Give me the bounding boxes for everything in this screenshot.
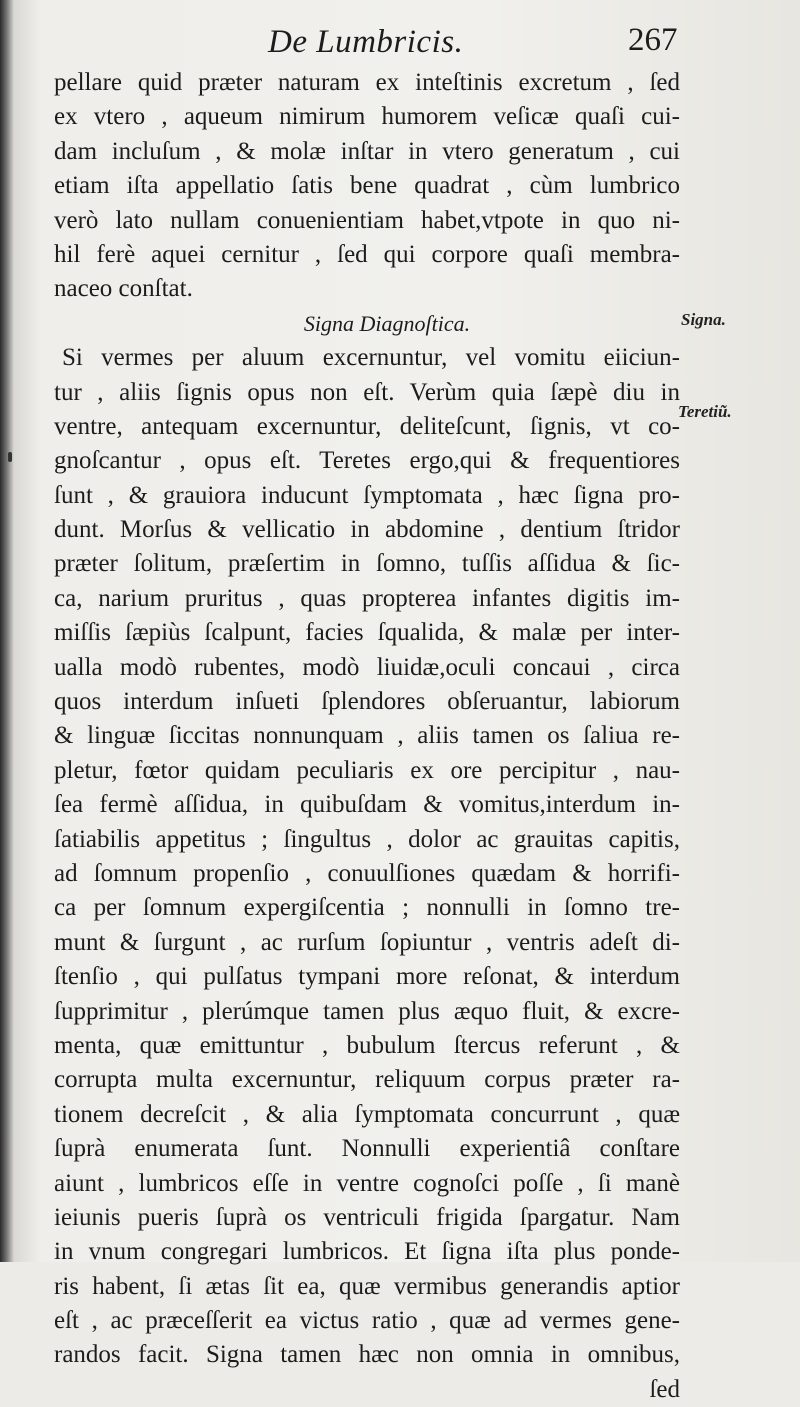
- text-line: ualla modò rubentes, modò liuidæ,oculi concaui , circa: [54, 653, 680, 681]
- text-line: in vnum congregari lumbricos. Et ſigna iſta plus ponde-: [54, 1238, 680, 1266]
- text-line: aiunt , lumbricos eſſe in ventre cognoſci poſſe , ſi manè: [54, 1169, 680, 1197]
- text-line: Si vermes per aluum excernuntur, vel vomitu eiiciun-: [62, 344, 680, 372]
- text-line: ſtenſio , qui pulſatus tympani more reſonat, & interdum: [54, 963, 680, 991]
- text-line: gnoſcantur , opus eſt. Teretes ergo,qui & frequentiores: [54, 447, 680, 475]
- text-line: munt & ſurgunt , ac rurſum ſopiuntur , ventris adeſt di-: [54, 928, 680, 956]
- text-line: naceo conſtat.: [54, 275, 193, 303]
- running-title: De Lumbricis.: [268, 24, 464, 60]
- ink-speck: [8, 452, 12, 462]
- section-heading: Signa Diagnoſtica.: [303, 310, 471, 336]
- text-line: ſea fermè aſſidua, in quibuſdam & vomitus,interdum in-: [54, 791, 680, 819]
- text-line: menta, quæ emittuntur , bubulum ſtercus referunt , &: [54, 1031, 680, 1059]
- text-line: ſupprimitur , plerúmque tamen plus æquo fluit, & excre-: [54, 997, 680, 1025]
- text-line: tionem decreſcit , & alia ſymptomata concurrunt , quæ: [54, 1100, 680, 1128]
- text-line: ventre, antequam excernuntur, deliteſcunt, ſignis, vt co-: [54, 412, 680, 440]
- text-line: ris habent, ſi ætas ſit ea, quæ vermibus generandis aptior: [54, 1272, 680, 1300]
- text-line: pellare quid præter naturam ex inteſtinis excretum , ſed: [54, 69, 680, 96]
- text-line: corrupta multa excernuntur, reliquum corpus præter ra-: [54, 1066, 680, 1094]
- text-line: ad ſomnum propenſio , conuulſiones quædam & horrifi-: [54, 859, 680, 887]
- page-header: [0, 22, 800, 66]
- text-line: verò lato nullam conuenientiam habet,vtpote in quo ni-: [54, 206, 680, 234]
- text-line: præter ſolitum, præſertim in ſomno, tuſſis aſſidua & ſic-: [54, 550, 680, 578]
- text-line: dunt. Morſus & vellicatio in abdomine , dentium ſtridor: [54, 516, 680, 544]
- text-line: ca, narium pruritus , quas propterea infantes digitis im-: [54, 584, 680, 612]
- text-line: dam incluſum , & molæ inſtar in vtero generatum , cui: [54, 137, 680, 165]
- text-line: pletur, fœtor quidam peculiaris ex ore percipitur , nau-: [54, 756, 680, 784]
- text-line: quos interdum inſueti ſplendores obſeruantur, labiorum: [54, 688, 680, 716]
- text-line: eſt , ac præceſſerit ea victus ratio , quæ ad vermes gene-: [54, 1307, 680, 1335]
- page-number: 267: [628, 22, 678, 58]
- catchword: ſed: [649, 1375, 680, 1403]
- text-line: ſatiabilis appetitus ; ſingultus , dolor ac grauitas capitis,: [54, 825, 680, 853]
- text-line: randos facit. Signa tamen hæc non omnia in omnibus,: [54, 1341, 680, 1369]
- text-line: ieiunis pueris ſuprà os ventriculi frigida ſpargatur. Nam: [54, 1203, 680, 1231]
- text-line: ex vtero , aqueum nimirum humorem veſicæ quaſi cui-: [54, 103, 680, 131]
- text-line: etiam iſta appellatio ſatis bene quadrat , cùm lumbrico: [54, 172, 680, 200]
- text-line: & linguæ ſiccitas nonnunquam , aliis tamen os ſaliua re-: [54, 722, 680, 750]
- text-block: [54, 66, 680, 1407]
- text-line: ſuprà enumerata ſunt. Nonnulli experientiâ conſtare: [54, 1135, 680, 1163]
- margin-note-teretium: Teretiũ.: [678, 402, 732, 421]
- text-line: tur , aliis ſignis opus non eſt. Verùm quia ſæpè diu in: [54, 378, 680, 406]
- text-line: ca per ſomnum expergiſcentia ; nonnulli in ſomno tre-: [54, 894, 680, 922]
- text-line: ſunt , & grauiora inducunt ſymptomata , hæc ſigna pro-: [54, 481, 680, 509]
- margin-note-signa: Signa.: [681, 310, 726, 329]
- text-line: miſſis ſæpiùs ſcalpunt, facies ſqualida, & malæ per inter-: [54, 619, 680, 647]
- text-line: hil ferè aquei cernitur , ſed qui corpore quaſi membra-: [54, 240, 680, 268]
